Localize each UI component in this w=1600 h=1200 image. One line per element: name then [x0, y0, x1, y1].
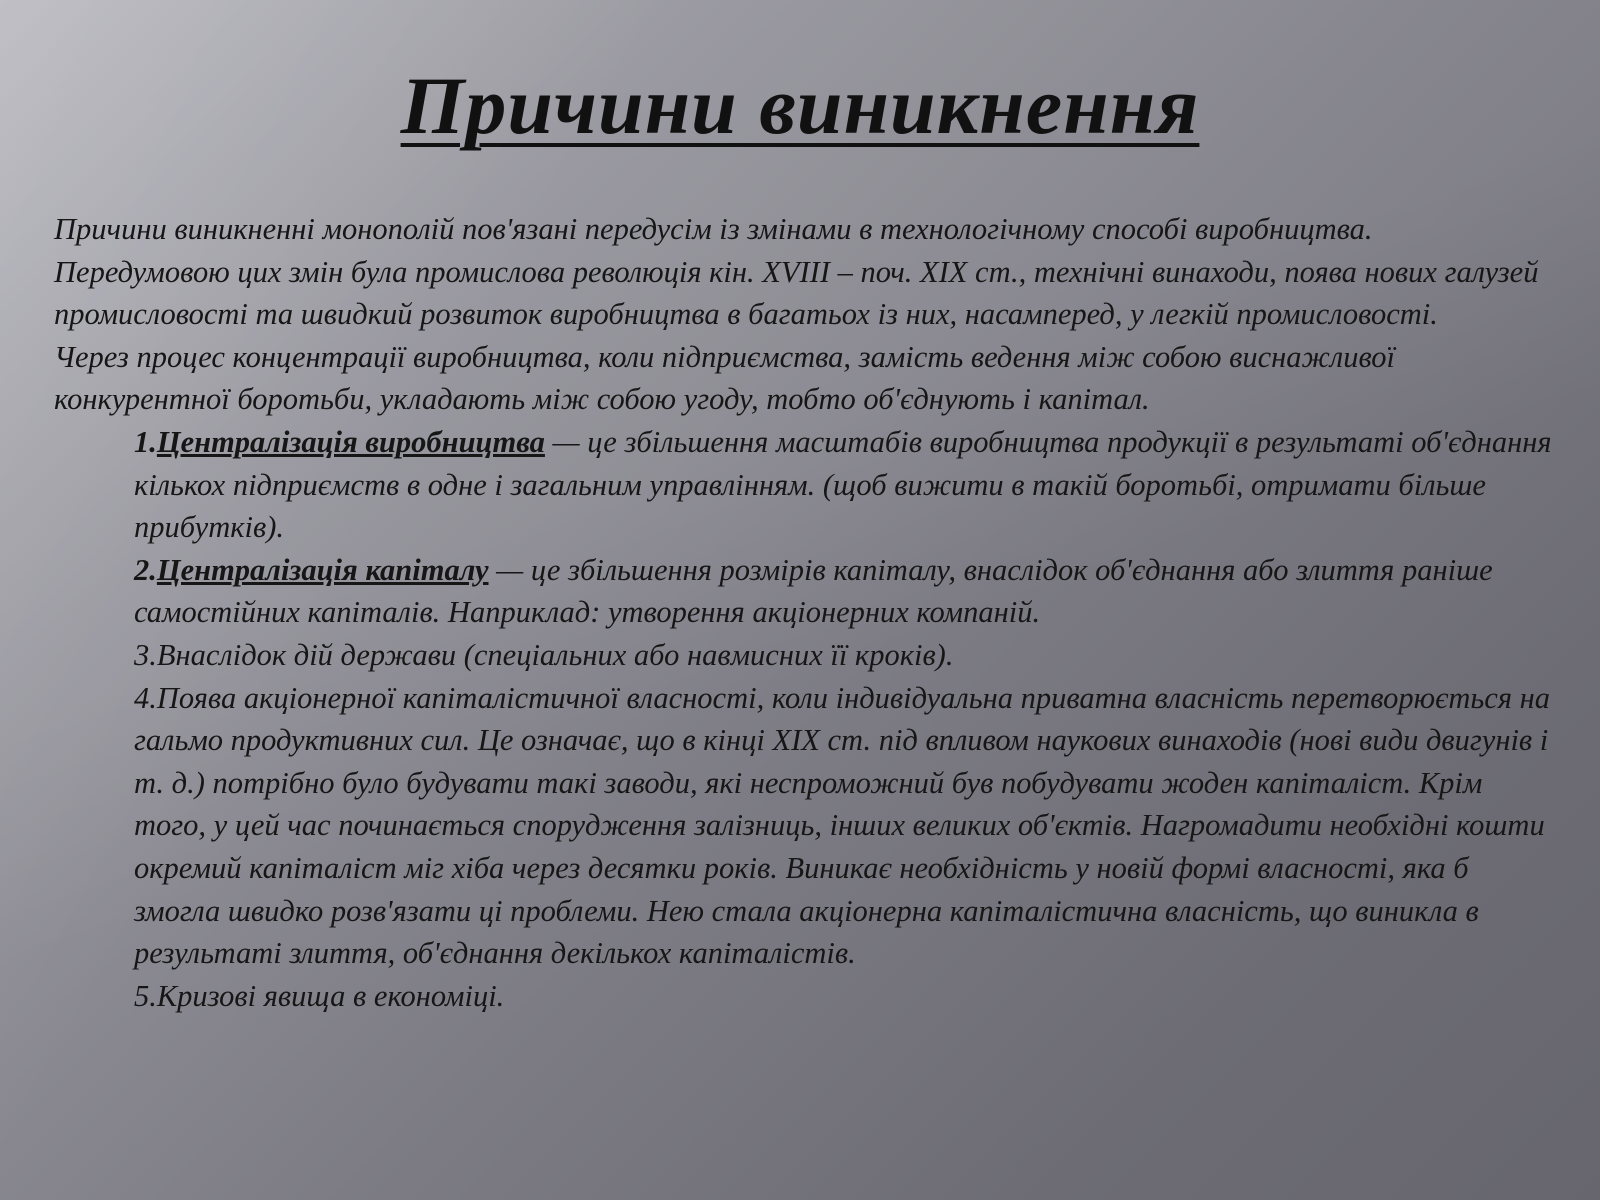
list-item-2-number: 2.	[134, 552, 157, 587]
list-item-1-number: 1.	[134, 424, 157, 459]
list-item-2	[134, 549, 1554, 634]
slide-title-text: Причини виникнення	[400, 60, 1200, 151]
intro-paragraph-1: Причини виникненні монополій пов'язані передусім із змінами в технологічному способі виробництва. Передумовою цих змін була промислова революція кін. XVIII – поч. XIX ст., технічні винаходи, поява нових галузей промисловості та швидкий розвиток виробництва в багатьох із них, насамперед, у легкій промисловості.	[54, 212, 1539, 332]
list-item-1	[134, 421, 1554, 549]
list-item-2-text: — це збільшення розмірів капіталу, внаслідок об'єднання або злиття раніше самостійних капіталів. Наприклад: утворення акціонерних компаній.	[134, 552, 1493, 630]
slide-body	[54, 208, 1554, 1017]
list-item-4: 4.Поява акціонерної капіталістичної власності, коли індивідуальна приватна власність перетворюється на гальмо продуктивних сил. Це означає, що в кінці XIX ст. під впливом наукових винаходів (нові види двигунів і т. д.) потрібно було будувати такі заводи, які неспроможний був побудувати жоден капіталіст. Крім того, у цей час починається спорудження залізниць, інших великих об'єктів. Нагромадити необхідні кошти окремий капіталіст міг хіба через десятки років. Виникає необхідність у новій формі власності, яка б змогла швидко розв'язати ці проблеми. Нею стала акціонерна капіталістична власність, що виникла в результаті злиття, об'єднання декількох капіталістів.	[134, 680, 1551, 971]
list-item-3: 3.Внаслідок дій держави (спеціальних або навмисних її кроків).	[134, 637, 954, 672]
list-item-1-text: — це збільшення масштабів виробництва продукції в результаті об'єднання кількох підприємств в одне і загальним управлінням. (щоб вижити в такій боротьбі, отримати більше прибутків).	[134, 424, 1552, 545]
list-item-5: 5.Кризові явища в економіці.	[134, 978, 505, 1013]
intro-paragraph-2: Через процес концентрації виробництва, коли підприємства, замість ведення між собою виснажливої конкурентної боротьби, укладають між собою угоду, тобто об'єднують і капітал.	[54, 339, 1396, 417]
list-item-1-term: Централізація виробництва	[156, 424, 545, 459]
list-item-2-term: Централізація капіталу	[156, 552, 489, 587]
slide-title	[0, 56, 1600, 156]
